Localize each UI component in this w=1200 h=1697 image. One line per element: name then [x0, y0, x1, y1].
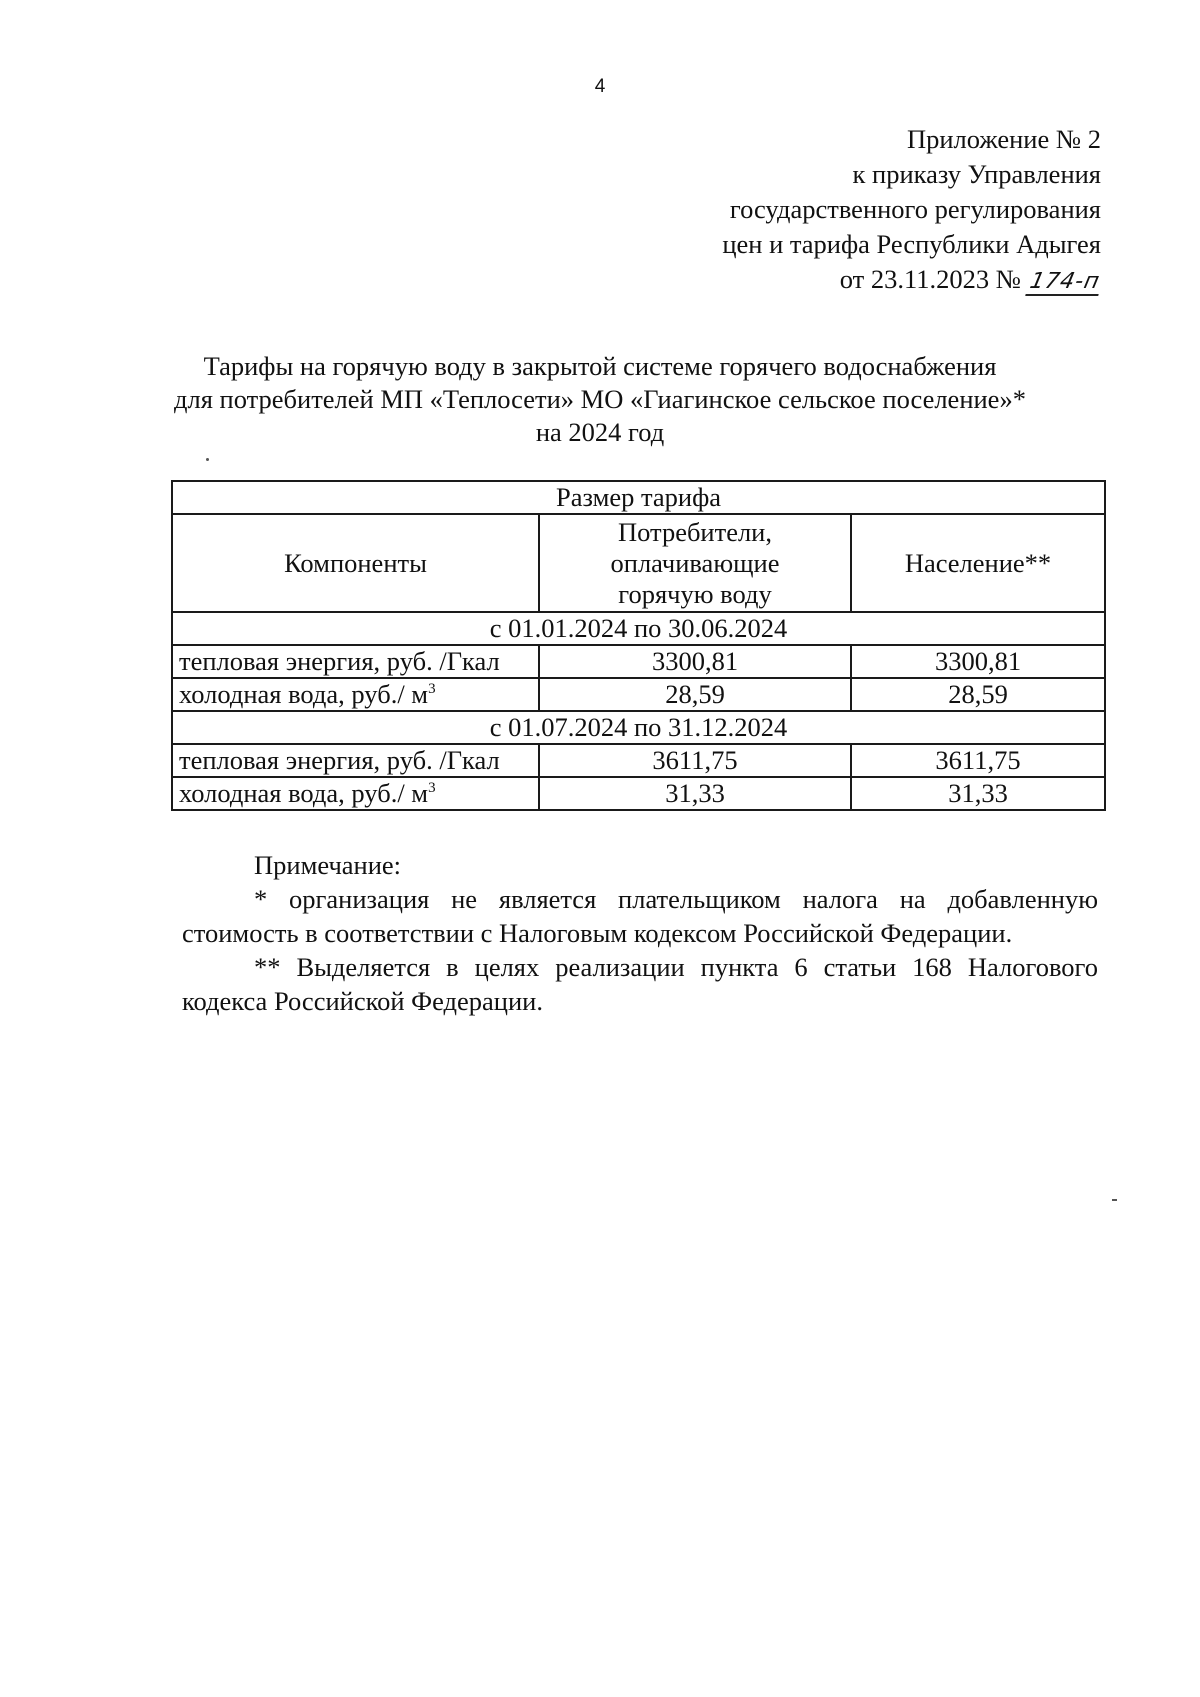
- period-row: [172, 612, 1105, 645]
- table-header-row: [172, 481, 1105, 514]
- population-value: 3300,81: [851, 645, 1105, 678]
- table-row: [172, 744, 1105, 777]
- column-header-consumers: [539, 514, 851, 612]
- consumers-value: 3611,75: [539, 744, 851, 777]
- table-row: [172, 678, 1105, 711]
- handwritten-order-number: 174-п: [1025, 270, 1104, 296]
- scan-speck-2: [1112, 1199, 1117, 1201]
- page-number: 4: [594, 76, 606, 97]
- population-value: 28,59: [851, 678, 1105, 711]
- appendix-line-4: цен и тарифа Республики Адыгея: [722, 229, 1101, 259]
- title-line-3: на 2024 год: [535, 417, 665, 447]
- period-label: с 01.07.2024 по 31.12.2024: [172, 711, 1105, 744]
- component-cell: [172, 678, 539, 711]
- title-line-1: Тарифы на горячую воду в закрытой системе горячего водоснабжения: [203, 351, 997, 381]
- note-2: ** Выделяется в целях реализации пункта 6 статьи 168 Налогового кодекса Российской Федерации.: [182, 952, 1098, 1016]
- period-row: [172, 711, 1105, 744]
- document-title: [0, 350, 1200, 449]
- table-row: [172, 777, 1105, 810]
- appendix-line-2: к приказу Управления: [852, 159, 1101, 189]
- tariff-table: [171, 480, 1106, 811]
- component-cell: тепловая энергия, руб. /Гкал: [172, 744, 539, 777]
- consumers-value: 31,33: [539, 777, 851, 810]
- notes-heading: Примечание:: [254, 850, 402, 880]
- component-text: холодная вода, руб./ м: [179, 679, 429, 709]
- column-header-components: Компоненты: [172, 514, 539, 612]
- column-header-population: Население**: [851, 514, 1105, 612]
- table-column-header-row: [172, 514, 1105, 612]
- note-1: * организация не является плательщиком налога на добавленную стоимость в соответствии с Налоговым кодексом Российской Федерации.: [182, 884, 1098, 948]
- consumers-header-line-3: горячую воду: [618, 578, 772, 609]
- consumers-value: 3300,81: [539, 645, 851, 678]
- appendix-block: [722, 122, 1101, 297]
- superscript-cubic: 3: [428, 681, 436, 698]
- superscript-cubic: 3: [428, 780, 436, 797]
- title-line-2: для потребителей МП «Теплосети» МО «Гиагинское сельское поселение»*: [174, 384, 1026, 414]
- population-value: 3611,75: [851, 744, 1105, 777]
- table-row: [172, 645, 1105, 678]
- table-top-header: Размер тарифа: [172, 481, 1105, 514]
- period-label: с 01.01.2024 по 30.06.2024: [172, 612, 1105, 645]
- consumers-value: 28,59: [539, 678, 851, 711]
- consumers-header-line-1: Потребители,: [618, 516, 772, 547]
- appendix-line-5: [722, 262, 1101, 297]
- appendix-line-3: государственного регулирования: [729, 194, 1101, 224]
- consumers-header-line-2: оплачивающие: [610, 547, 780, 578]
- component-cell: тепловая энергия, руб. /Гкал: [172, 645, 539, 678]
- component-text: холодная вода, руб./ м: [179, 778, 429, 808]
- appendix-line-1: Приложение № 2: [906, 124, 1101, 154]
- notes-section: [182, 848, 1098, 1018]
- scan-speck: [206, 458, 209, 461]
- component-cell: [172, 777, 539, 810]
- population-value: 31,33: [851, 777, 1105, 810]
- appendix-date: от 23.11.2023 №: [839, 264, 1022, 294]
